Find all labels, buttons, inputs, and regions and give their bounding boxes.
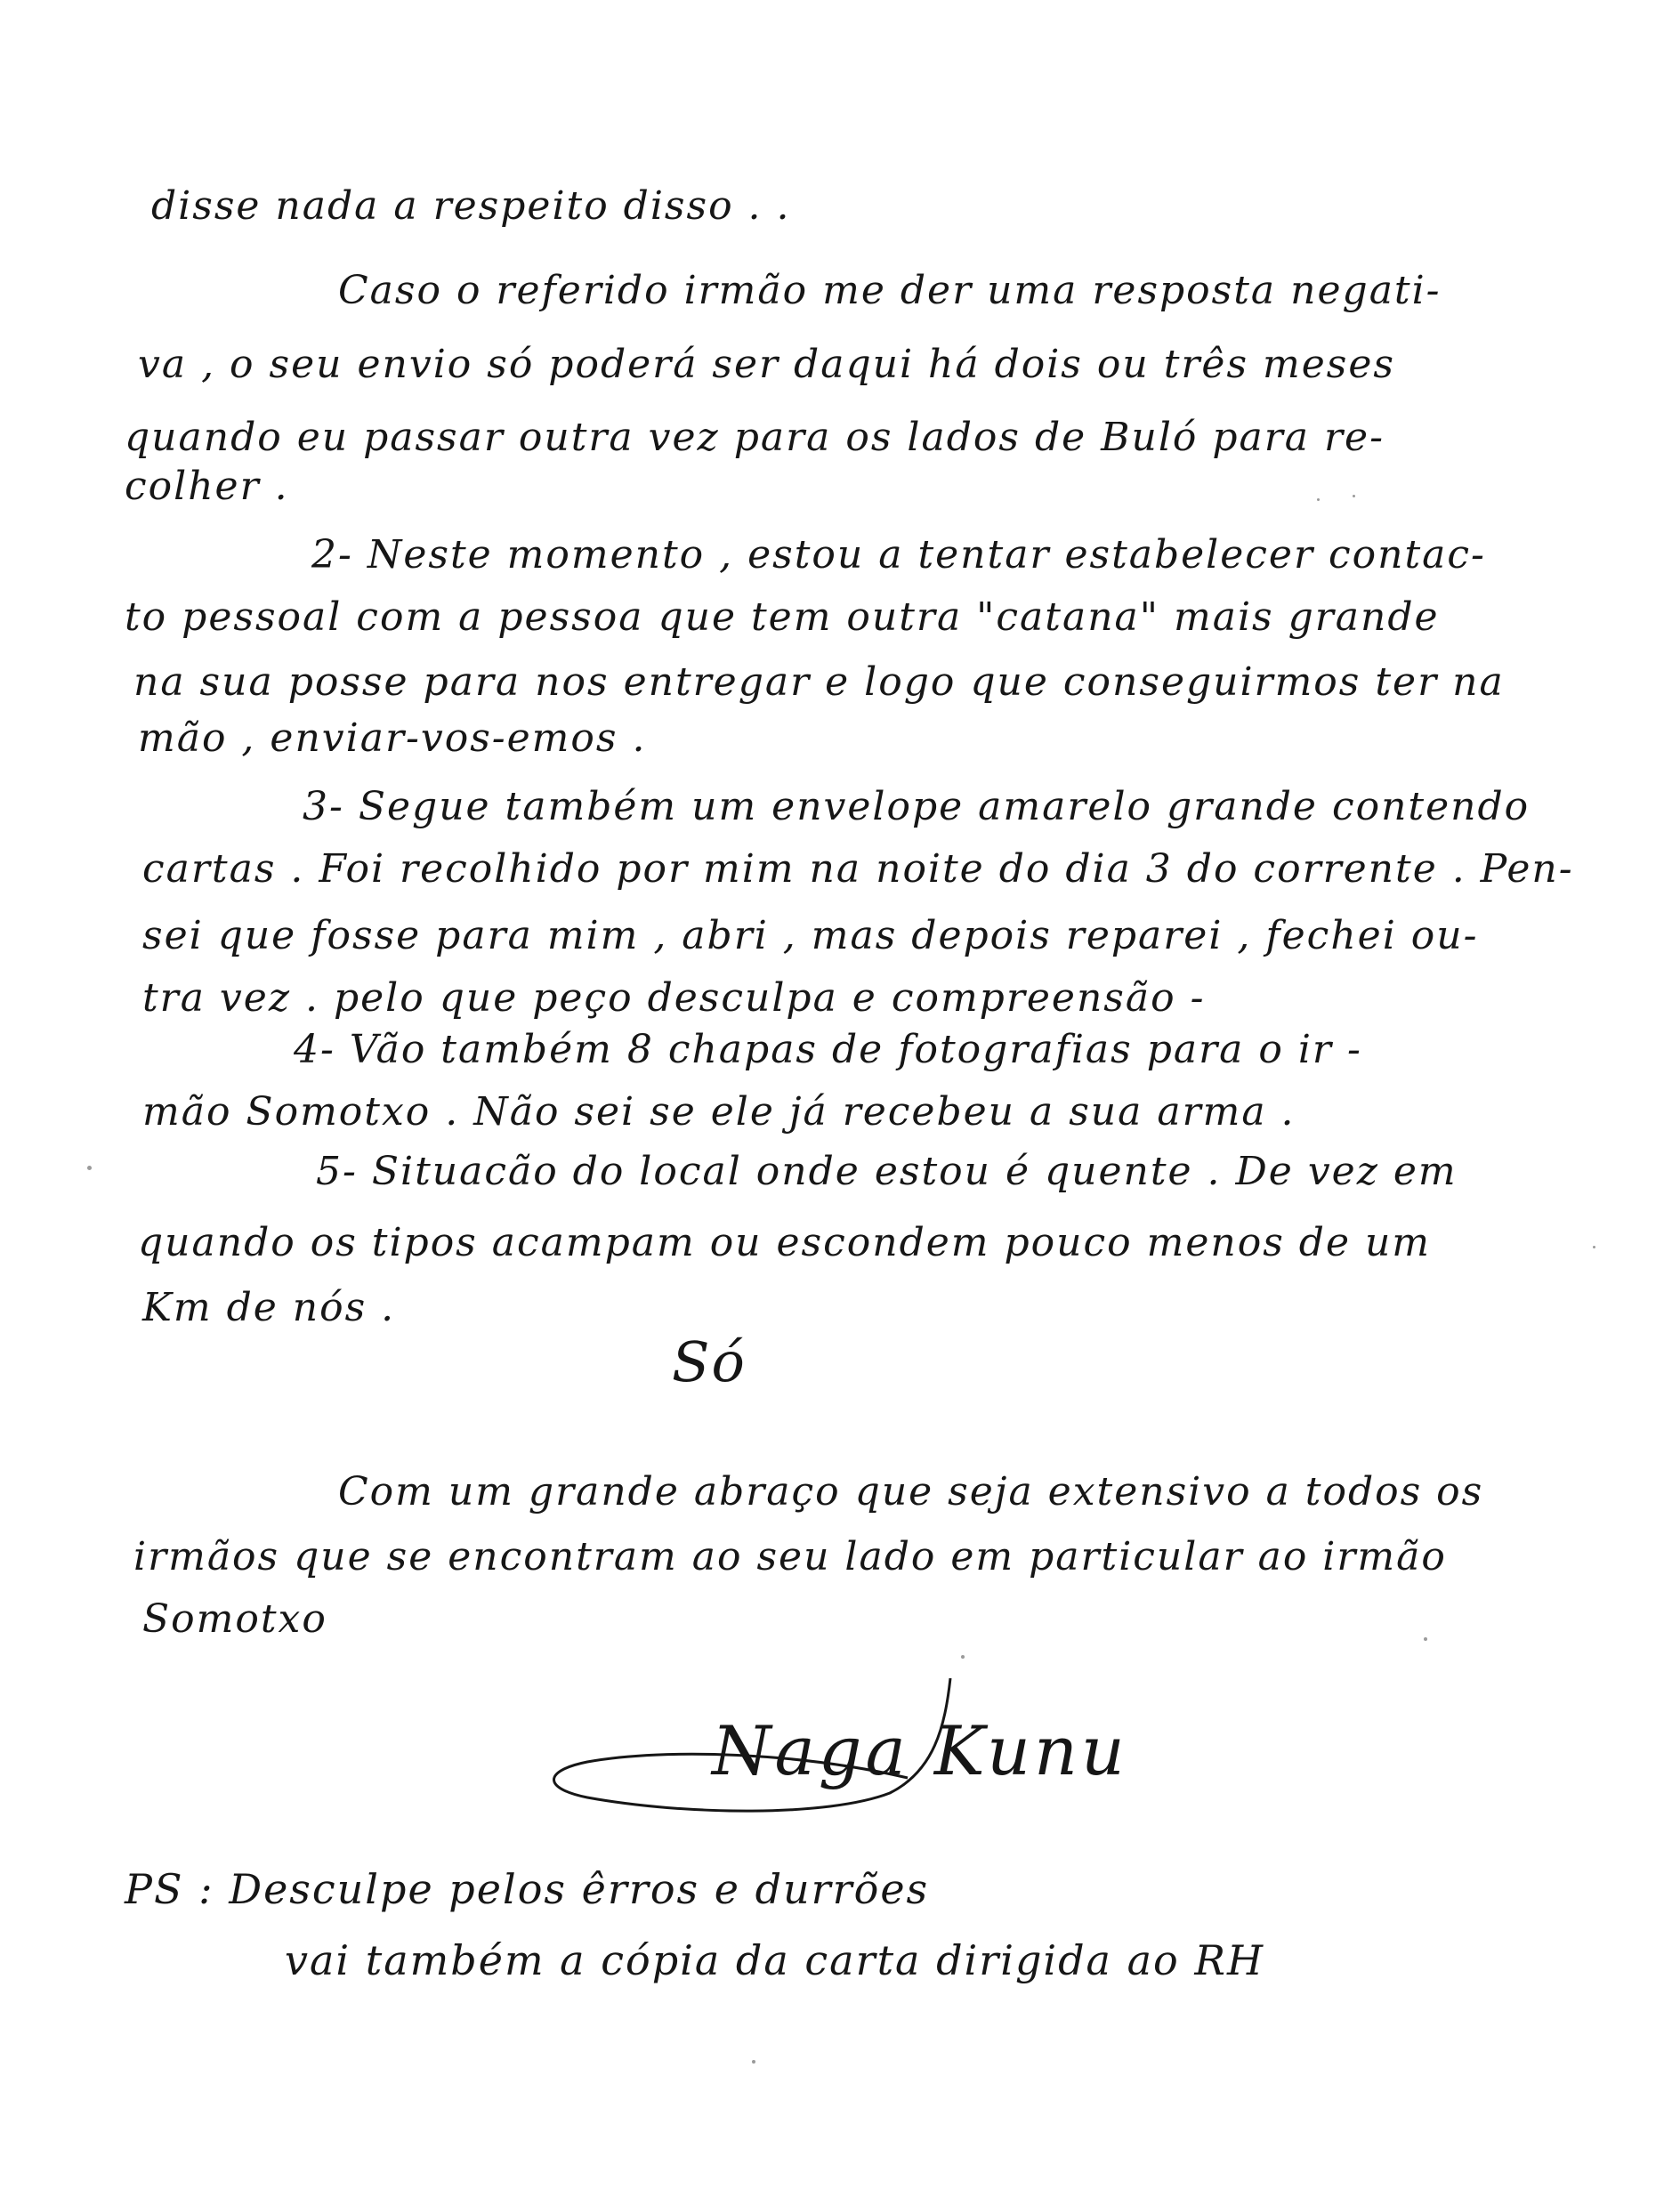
closing-line: Com um grande abraço que seja extensivo a todos os xyxy=(338,1469,1484,1515)
letter-line: va , o seu envio só poderá ser daqui há dois ou três meses xyxy=(138,342,1395,387)
scan-speck xyxy=(1424,1637,1427,1641)
closing-line: Somotxo xyxy=(142,1596,327,1642)
letter-line: disse nada a respeito disso . . xyxy=(151,183,791,229)
letter-line: na sua posse para nos entregar e logo que conseguirmos ter na xyxy=(133,659,1505,705)
letter-line: mão , enviar-vos-emos . xyxy=(138,715,647,761)
letter-line: sei que fosse para mim , abri , mas depois reparei , fechei ou- xyxy=(142,913,1479,958)
scan-speck xyxy=(87,1166,92,1170)
letter-line: tra vez . pelo que peço desculpa e compreensão - xyxy=(142,975,1206,1021)
letter-line: cartas . Foi recolhido por mim na noite do dia 3 do corrente . Pen- xyxy=(142,846,1574,892)
letter-line: colher . xyxy=(125,464,289,509)
letter-line: mão Somotxo . Não sei se ele já recebeu a sua arma . xyxy=(142,1089,1296,1135)
scan-speck xyxy=(961,1655,965,1659)
signature-flourish xyxy=(534,1673,961,1824)
letter-line: to pessoal com a pessoa que tem outra "catana" mais grande xyxy=(125,594,1440,640)
closing-line: irmãos que se encontram ao seu lado em particular ao irmão xyxy=(133,1534,1447,1579)
scan-speck xyxy=(1353,495,1355,497)
closing-so: Só xyxy=(672,1329,747,1394)
letter-line: quando eu passar outra vez para os lados de Buló para re- xyxy=(125,415,1385,460)
letter-line: 4- Vão também 8 chapas de fotografias para o ir - xyxy=(294,1027,1362,1072)
letter-line: quando os tipos acampam ou escondem pouco menos de um xyxy=(138,1220,1432,1265)
letter-line: 5- Situacão do local onde estou é quente . De vez em xyxy=(316,1149,1458,1194)
signature: Naga Kunu xyxy=(712,1711,1128,1790)
scan-speck xyxy=(1317,498,1320,501)
letter-line: Km de nós . xyxy=(142,1285,396,1330)
ps-line: vai também a cópia da carta dirigida ao RH xyxy=(285,1936,1265,1984)
ps-line: PS : Desculpe pelos êrros e durrões xyxy=(125,1865,930,1913)
scan-speck xyxy=(752,2060,755,2064)
scan-speck xyxy=(1593,1246,1595,1248)
letter-line: 3- Segue também um envelope amarelo grande contendo xyxy=(303,784,1531,829)
letter-line: 2- Neste momento , estou a tentar estabelecer contac- xyxy=(311,532,1486,578)
letter-line: Caso o referido irmão me der uma resposta negati- xyxy=(338,268,1442,313)
